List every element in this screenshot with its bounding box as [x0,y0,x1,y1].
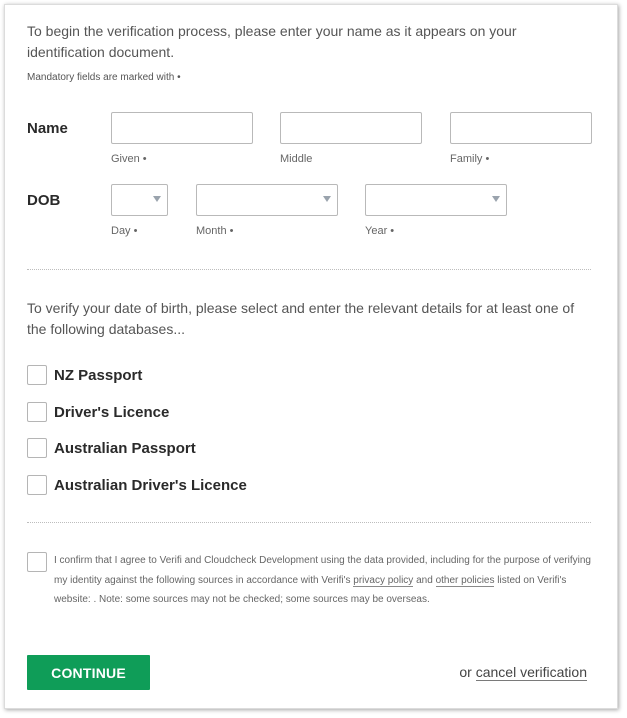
drivers-licence-option[interactable] [27,401,169,423]
drivers-licence-label[interactable]: Driver's Licence [54,403,170,421]
verification-form [4,4,618,709]
or-text: or [459,664,476,680]
given-hint: Given • [111,153,147,165]
mandatory-note: Mandatory fields are marked with • [27,72,181,83]
month-hint: Month • [196,225,234,237]
name-label: Name [27,120,68,137]
consent-text-part: I confirm that I agree to Verifi and Cloudcheck Development using the data provided, including for the purpose of verifying my identity against the following sources in accordance with Verifi's [54,555,591,586]
given-name-input[interactable] [111,112,253,144]
australian-passport-label[interactable]: Australian Passport [54,439,196,457]
divider [27,269,591,270]
middle-name-input[interactable] [280,112,422,144]
day-select[interactable] [111,184,168,216]
other-policies-link[interactable]: other policies [435,574,495,586]
australian-drivers-licence-checkbox[interactable] [27,475,47,495]
australian-passport-option[interactable] [27,437,196,459]
consent-checkbox[interactable] [27,552,47,572]
australian-passport-checkbox[interactable] [27,438,47,458]
cancel-verification-link[interactable]: cancel verification [475,664,587,680]
family-name-input[interactable] [450,112,592,144]
cancel-area [459,664,587,680]
year-select[interactable] [365,184,507,216]
nz-passport-label[interactable]: NZ Passport [54,366,143,384]
drivers-licence-checkbox[interactable] [27,402,47,422]
consent-text-part: and [413,574,436,586]
chevron-down-icon [153,196,161,202]
chevron-down-icon [492,196,500,202]
middle-hint: Middle [280,153,313,165]
nz-passport-option[interactable] [27,364,142,386]
consent-text [54,551,594,610]
divider [27,522,591,523]
australian-drivers-licence-label[interactable]: Australian Driver's Licence [54,476,247,494]
australian-drivers-licence-option[interactable] [27,474,247,496]
databases-intro: To verify your date of birth, please select and enter the relevant details for at least one of the following databases... [27,300,575,337]
family-hint: Family • [450,153,490,165]
continue-button[interactable]: CONTINUE [27,655,150,690]
month-select[interactable] [196,184,338,216]
day-hint: Day • [111,225,138,237]
nz-passport-checkbox[interactable] [27,365,47,385]
dob-label: DOB [27,192,61,209]
privacy-policy-link[interactable]: privacy policy [353,574,414,586]
year-hint: Year • [365,225,395,237]
chevron-down-icon [323,196,331,202]
intro-text: To begin the verification process, please enter your name as it appears on your identification document. [27,23,517,60]
consent-text-part: listed on Verifi's website: . Note: some sources may not be checked; some sources may be overseas. [54,574,567,605]
